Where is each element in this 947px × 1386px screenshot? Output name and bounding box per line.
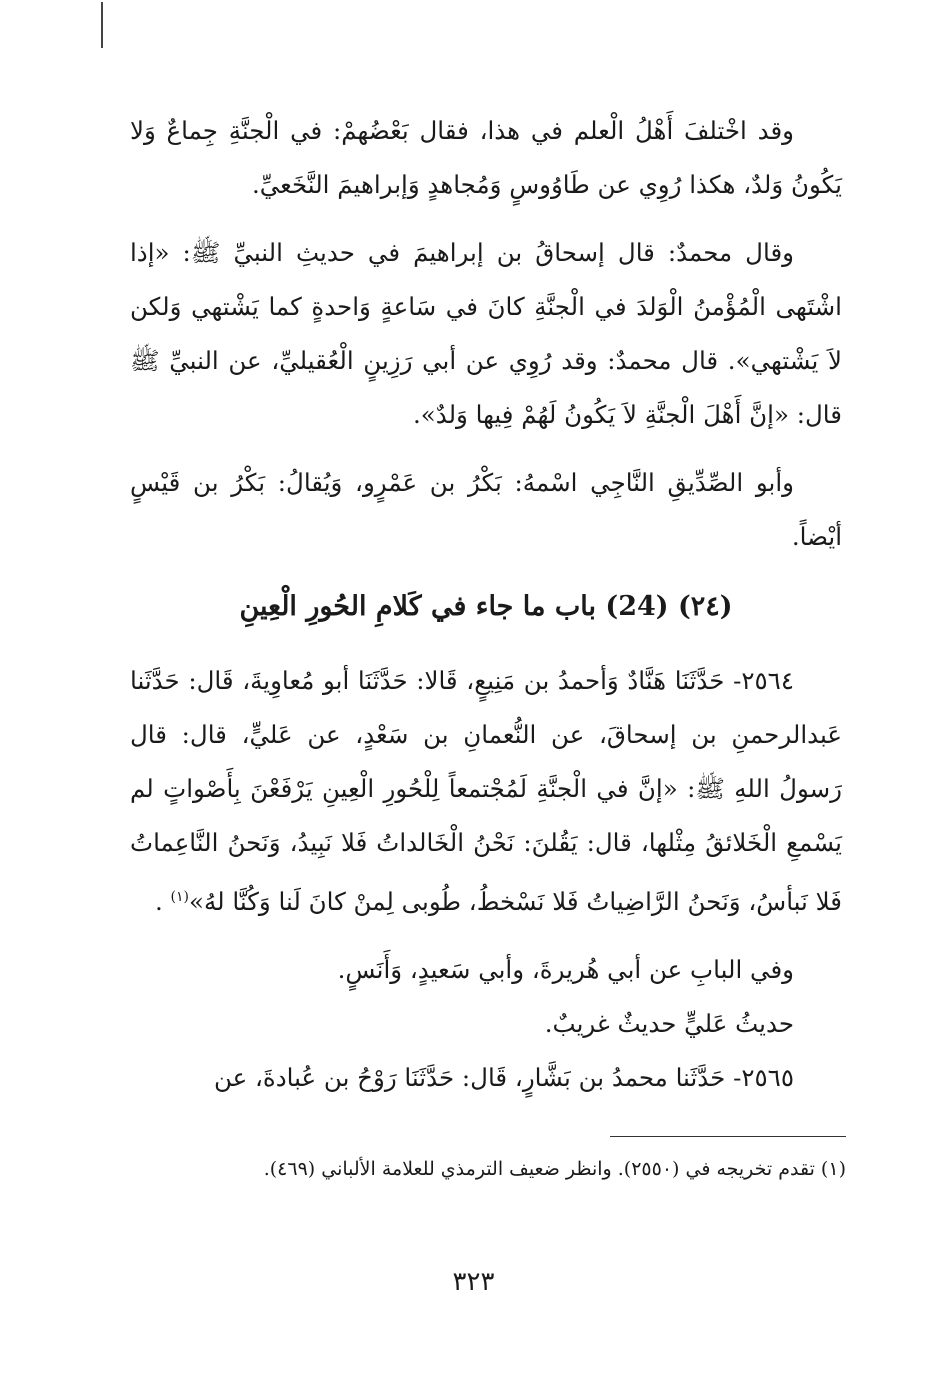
hadith-2564-end: . bbox=[154, 887, 171, 917]
paragraph-2: وقال محمدٌ: قال إسحاقُ بن إبراهيمَ في حديثِ النبيِّ ﷺ: «إذا اشْتَهى الْمُؤْمنُ الْوَلدَ في الْجنَّةِ كانَ في سَاعةٍ وَاحدةٍ كما يَشْتهي وَلكن لاَ يَشْتهي». قال محمدٌ: وقد رُوِي عن أبي رَزِينٍ الْعُقيليِّ، عن النبيِّ ﷺ قال: «إنَّ أَهْلَ الْجنَّةِ لاَ يَكُونُ لَهُمْ فِيها وَلدٌ». bbox=[130, 238, 842, 429]
paragraph-1: وقد اخْتلفَ أَهْلُ الْعلم في هذا، فقال بَعْضُهمْ: في الْجنَّةِ جِماعٌ وَلا يَكُونُ وَلدٌ، هكذا رُوِي عن طَاوُوسٍ وَمُجاهدٍ وَإبراهيمَ النَّخَعيِّ. bbox=[130, 116, 842, 199]
hadith-2564-text: ٢٥٦٤- حَدَّثَنَا هَنَّادٌ وَأحمدُ بن مَنِيعٍ، قَالا: حَدَّثَنَا أبو مُعاوِيةَ، قَال: حَدَّثَنا عَبدالرحمنِ بن إسحاقَ، عن النُّعمانِ بن سَعْدٍ، عن عَليٍّ، قال: قال رَسولُ اللهِ ﷺ: «إنَّ في الْجنَّةِ لَمُجْتمعاً لِلْحُورِ الْعِينِ يَرْفَعْنَ بِأَصْواتٍ لم يَسْمعِ الْخَلائقُ مِثْلها، قال: يَقُلنَ: نَحْنُ الْخَالداتُ فَلا نَبِيدُ، وَنَحنُ النَّاعِماتُ فَلا نَبأسُ، وَنَحنُ الرَّاضِياتُ فَلا نَسْخطُ، طُوبى لِمنْ كانَ لَنا وَكُنَّا لهُ» bbox=[130, 666, 842, 917]
page-number: ٣٢٣ bbox=[452, 1267, 495, 1297]
footnote-ref: (١) bbox=[170, 889, 190, 905]
hadith-2564 bbox=[130, 654, 842, 929]
footnote: (١) تقدم تخريجه في (٢٥٥٠). وانظر ضعيف الترمذي للعلامة الألباني (٤٦٩). bbox=[263, 1158, 846, 1180]
paragraph-3: وأبو الصِّدِّيقِ النَّاجِي اسْمهُ: بَكْرُ بن عَمْرٍو، وَيُقالُ: بَكْرُ بن قَيْسٍ أيْضاً. bbox=[130, 468, 842, 551]
hadith-2565: ٢٥٦٥- حَدَّثَنا محمدُ بن بَشَّارٍ، قَال: حَدَّثَنَا رَوْحُ بن عُبادةَ، عن bbox=[213, 1063, 794, 1093]
chapter-heading: (٢٤) (24) باب ما جاء في كَلامِ الحُورِ الْعِينِ bbox=[239, 591, 733, 622]
page-edge-mark bbox=[101, 2, 103, 48]
paragraph-5: وفي البابِ عن أبي هُريرةَ، وأبي سَعيدٍ، وَأَنَسٍ. bbox=[337, 955, 794, 985]
footnote-divider bbox=[610, 1136, 846, 1137]
paragraph-6: حديثُ عَليٍّ حديثٌ غريبٌ. bbox=[544, 1009, 794, 1039]
page-body bbox=[130, 104, 842, 1119]
